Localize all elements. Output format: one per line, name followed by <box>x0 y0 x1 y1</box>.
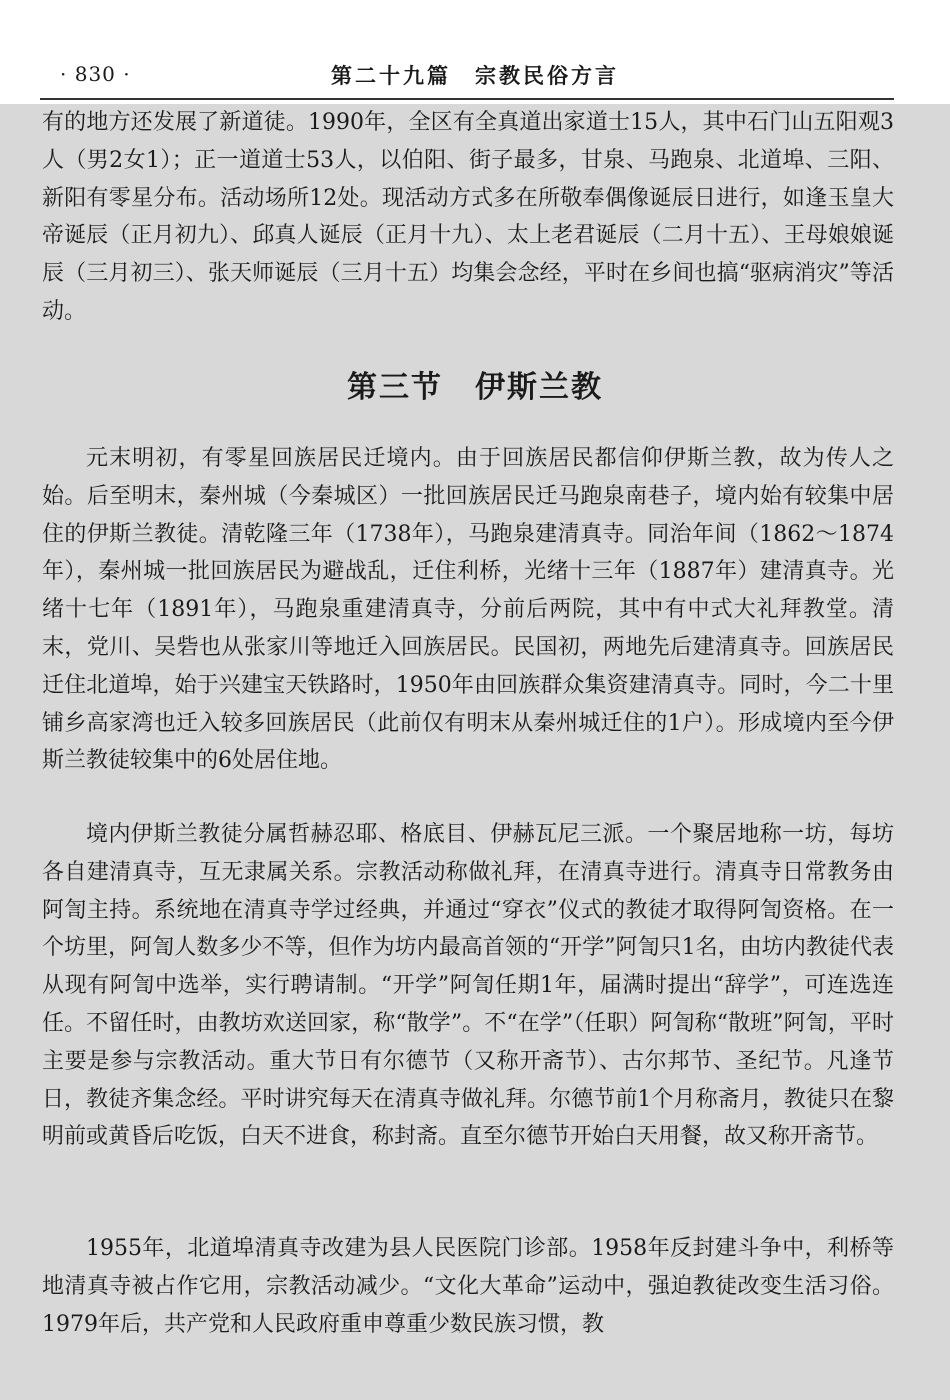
page-header <box>0 0 950 104</box>
paragraph-1: 元末明初，有零星回族居民迁境内。由于回族居民都信仰伊斯兰教，故为传人之始。后至明末，秦州城（今秦城区）一批回族居民迁马跑泉南巷子，境内始有较集中居住的伊斯兰教徒。清乾隆三年（1738年），马跑泉建清真寺。同治年间（1862～1874年），秦州城一批回族居民为避战乱，迁住利桥，光绪十三年（1887年）建清真寺。光绪十七年（1891年），马跑泉重建清真寺，分前后两院，其中有中式大礼拜教堂。清末，党川、吴砦也从张家川等地迁入回族居民。民国初，两地先后建清真寺。回族居民迁住北道埠，始于兴建宝天铁路时，1950年由回族群众集资建清真寺。同时，今二十里铺乡高家湾也迁入较多回族居民（此前仅有明末从秦州城迁住的1户）。形成境内至今伊斯兰教徒较集中的6处居住地。 <box>42 446 894 774</box>
page-number: · 830 · <box>60 62 131 86</box>
header-rule <box>40 98 894 100</box>
running-title: 第二十九篇 宗教民俗方言 <box>331 63 619 88</box>
paragraph-3: 1955年，北道埠清真寺改建为县人民医院门诊部。1958年反封建斗争中，利桥等地清真寺被占作它用，宗教活动减少。“文化大革命”运动中，强迫教徒改变生活习俗。1979年后，共产党和人民政府重申尊重少数民族习惯，教 <box>42 1236 894 1337</box>
paragraph-2: 境内伊斯兰教徒分属哲赫忍耶、格底目、伊赫瓦尼三派。一个聚居地称一坊，每坊各自建清真寺，互无隶属关系。宗教活动称做礼拜，在清真寺进行。清真寺日常教务由阿訇主持。系统地在清真寺学过经典，并通过“穿衣”仪式的教徒才取得阿訇资格。在一个坊里，阿訇人数多少不等，但作为坊内最高首领的“开学”阿訇只1名，由坊内教徒代表从现有阿訇中选举，实行聘请制。“开学”阿訇任期1年，届满时提出“辞学”，可连选连任。不留任时，由教坊欢送回家，称“散学”。不“在学”（任职）阿訇称“散班”阿訇，平时主要是参与宗教活动。重大节日有尔德节（又称开斋节）、古尔邦节、圣纪节。凡逢节日，教徒齐集念经。平时讲究每天在清真寺做礼拜。尔德节前1个月称斋月，教徒只在黎明前或黄昏后吃饭，白天不进食，称封斋。直至尔德节开始白天用餐，故又称开斋节。 <box>42 822 894 1150</box>
section-title: 第三节 伊斯兰教 <box>347 370 603 405</box>
page-body <box>0 104 950 1400</box>
paragraph-intro: 有的地方还发展了新道徒。1990年，全区有全真道出家道士15人，其中石门山五阳观3人（男2女1）；正一道道士53人，以伯阳、街子最多，甘泉、马跑泉、北道埠、三阳、新阳有零星分布。活动场所12处。现活动方式多在所敬奉偶像诞辰日进行，如逢玉皇大帝诞辰（正月初九）、邱真人诞辰（正月十九）、太上老君诞辰（二月十五）、王母娘娘诞辰（三月初三）、张天师诞辰（三月十五）均集会念经，平时在乡间也搞“驱病消灾”等活动。 <box>42 110 894 324</box>
